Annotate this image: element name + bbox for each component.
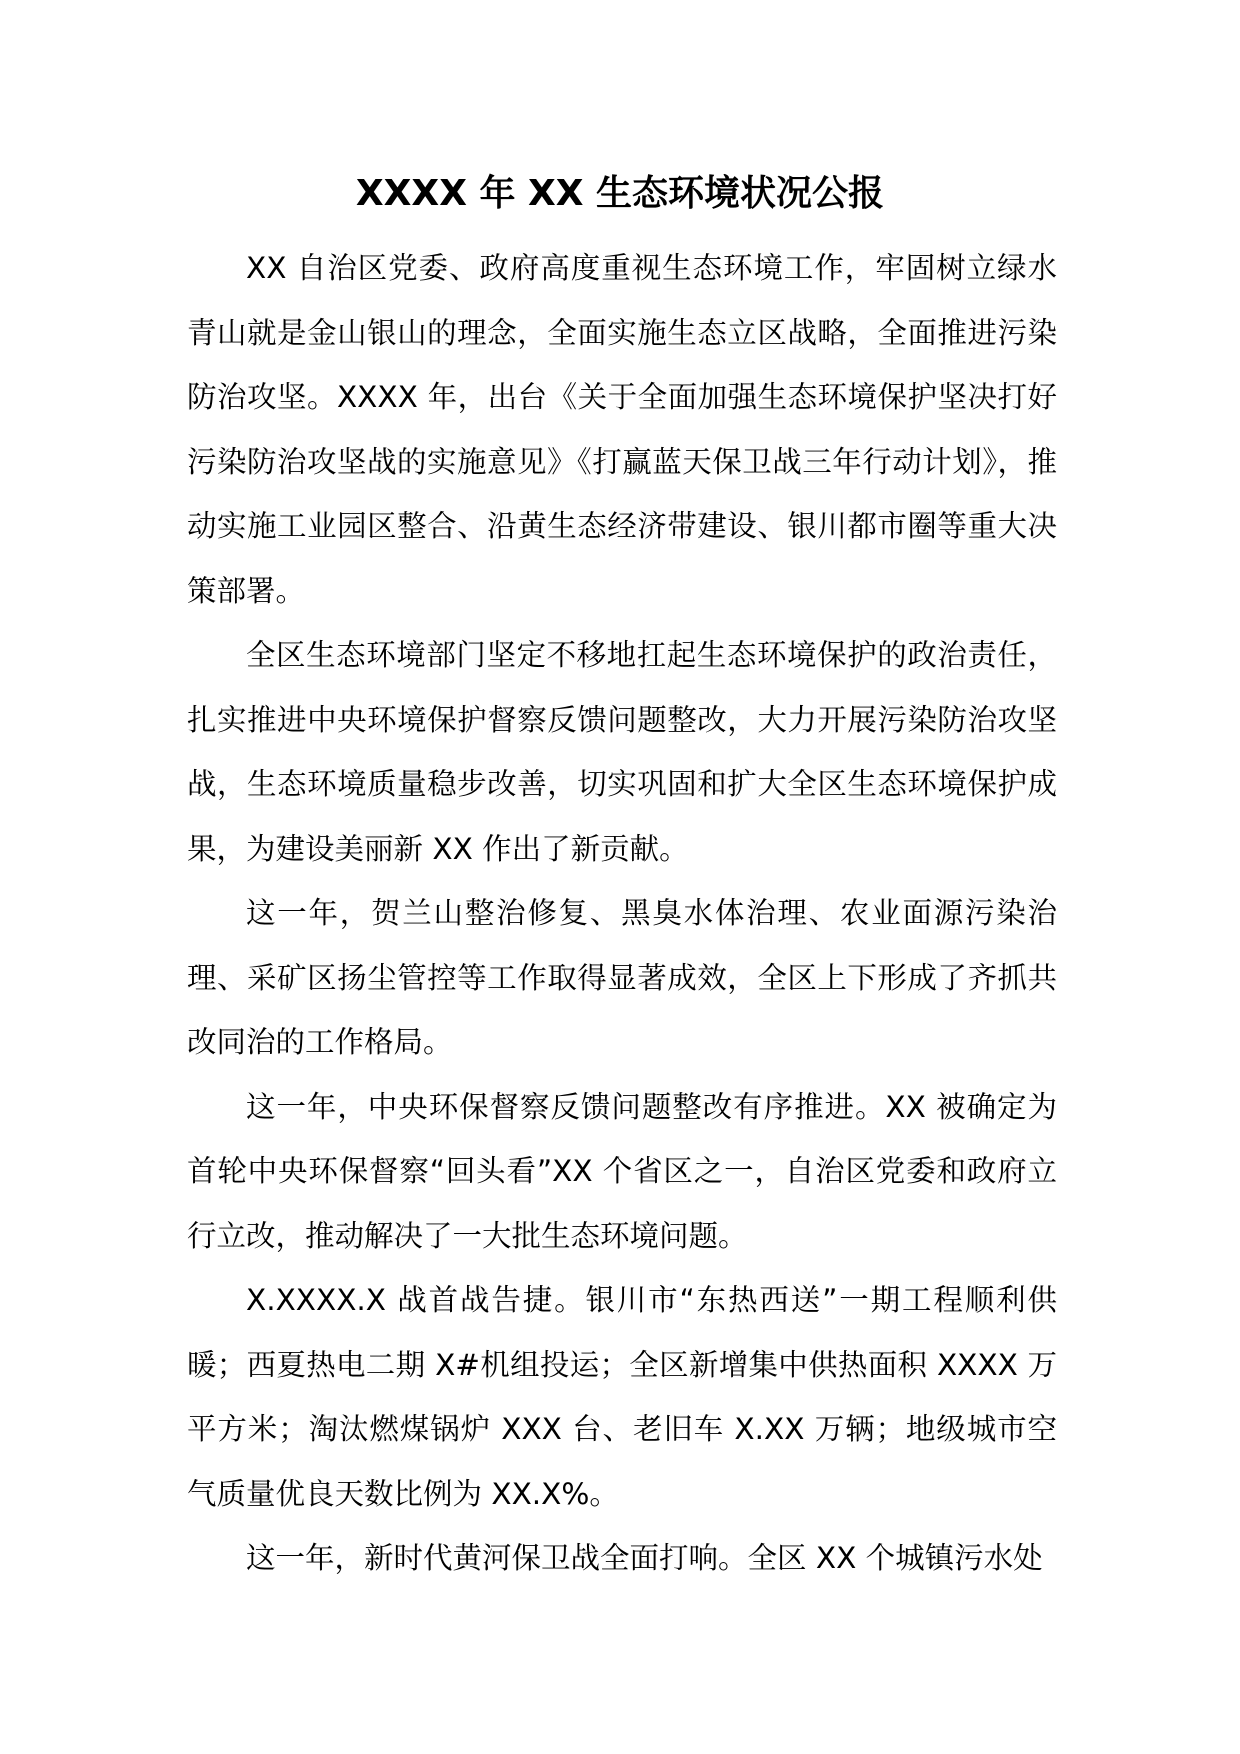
paragraph: X.XXXX.X 战首战告捷。银川市“东热西送”一期工程顺利供暖；西夏热电二期 X#机组投运；全区新增集中供热面积 XXXX 万平方米；淘汰燃煤锅炉 XXX 台、老旧车 X.XX 万辆；地级城市空气质量优良天数比例为 XX.X%。 <box>187 1283 1057 1511</box>
document-title: XXXX 年 XX 生态环境状况公报 <box>355 173 885 214</box>
paragraph: 全区生态环境部门坚定不移地扛起生态环境保护的政治责任，扎实推进中央环境保护督察反馈问题整改，大力开展污染防治攻坚战，生态环境质量稳步改善，切实巩固和扩大全区生态环境保护成果，为建设美丽新 XX 作出了新贡献。 <box>187 638 1057 866</box>
document-body <box>187 236 1057 1591</box>
paragraph: 这一年，新时代黄河保卫战全面打响。全区 XX 个城镇污水处 <box>246 1541 1043 1575</box>
paragraph: XX 自治区党委、政府高度重视生态环境工作，牢固树立绿水青山就是金山银山的理念，全面实施生态立区战略，全面推进污染防治攻坚。XXXX 年，出台《关于全面加强生态环境保护坚决打好污染防治攻坚战的实施意见》《打赢蓝天保卫战三年行动计划》，推动实施工业园区整合、沿黄生态经济带建设、银川都市圈等重大决策部署。 <box>187 251 1057 608</box>
paragraph: 这一年，贺兰山整治修复、黑臭水体治理、农业面源污染治理、采矿区扬尘管控等工作取得显著成效，全区上下形成了齐抓共改同治的工作格局。 <box>187 896 1057 1059</box>
paragraph: 这一年，中央环保督察反馈问题整改有序推进。XX 被确定为首轮中央环保督察“回头看”XX 个省区之一，自治区党委和政府立行立改，推动解决了一大批生态环境问题。 <box>187 1089 1057 1253</box>
